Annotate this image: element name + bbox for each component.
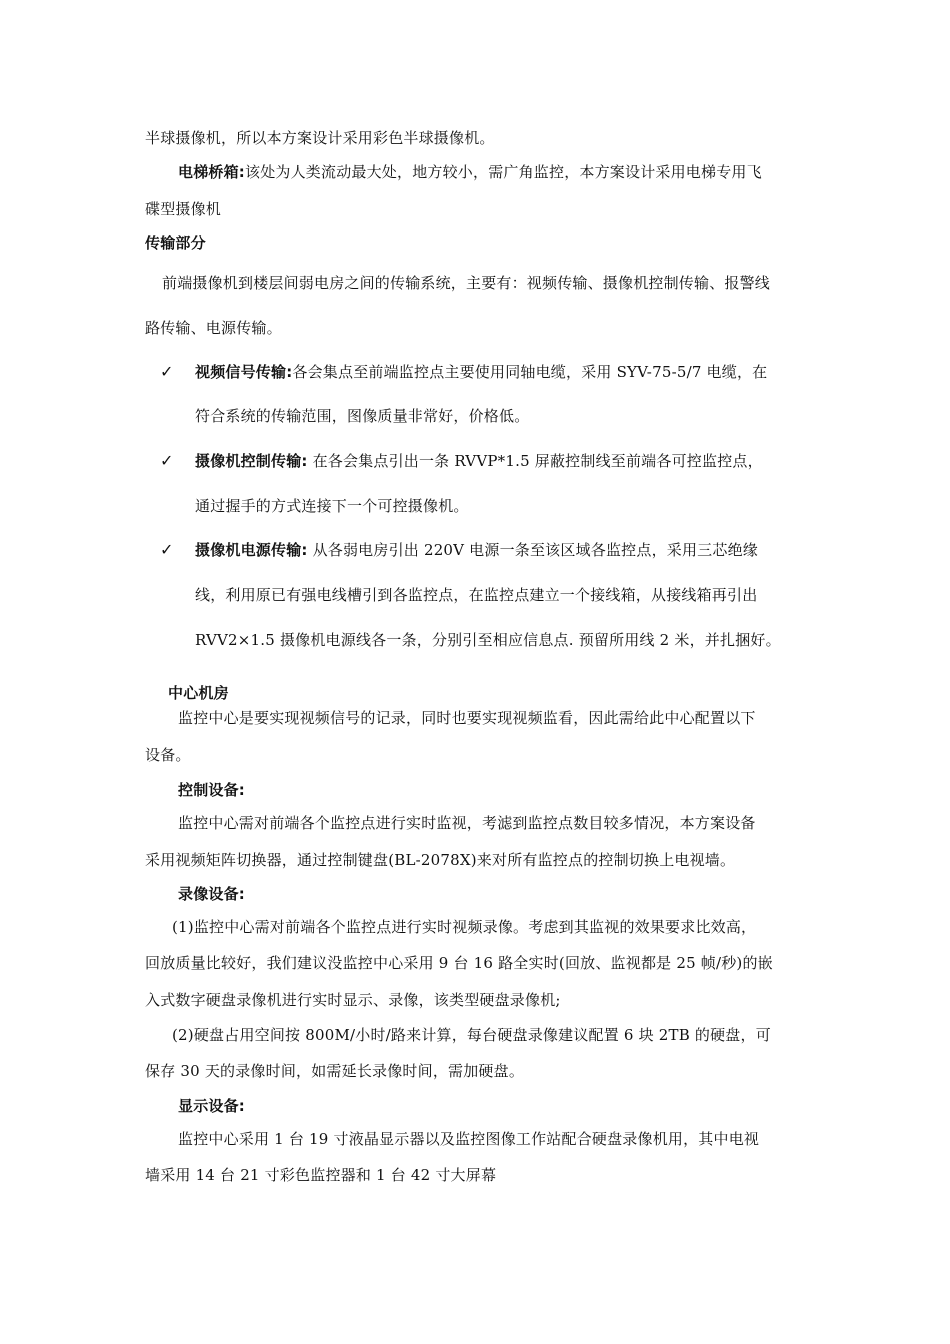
para-line: 半球摄像机，所以本方案设计采用彩色半球摄像机。 [145, 129, 495, 147]
list-item: 摄像机控制传输: 在各会集点引出一条 RVVP*1.5 屏蔽控制线至前端各可控监控点， [195, 452, 763, 470]
para-line: 设备。 [145, 746, 191, 764]
checkmark-icon: ✓ [160, 451, 174, 470]
section-heading: 中心机房 [168, 684, 229, 702]
term: 电梯桥箱: [178, 163, 245, 181]
sub-heading: 显示设备: [178, 1097, 245, 1115]
para-line: (2)硬盘占用空间按 800M/小时/路来计算，每台硬盘录像建议配置 6 块 2TB 的硬盘，可 [172, 1026, 771, 1044]
para-line: 入式数字硬盘录像机进行实时显示、录像，该类型硬盘录像机; [145, 991, 561, 1009]
list-item-line: RVV2×1.5 摄像机电源线各一条，分别引至相应信息点. 预留所用线 2 米，并扎捆好。 [195, 631, 781, 649]
para-line: 采用视频矩阵切换器，通过控制键盘(BL-2078X)来对所有监控点的控制切换上电视墙。 [145, 851, 736, 869]
sub-heading: 录像设备: [178, 885, 245, 903]
list-item: 摄像机电源传输: 从各弱电房引出 220V 电源一条至该区域各监控点，采用三芯绝缘 [195, 541, 758, 559]
term: 摄像机电源传输: [195, 541, 308, 559]
para-line: 监控中心是要实现视频信号的记录，同时也要实现视频监看，因此需给此中心配置以下 [178, 709, 756, 727]
term: 摄像机控制传输: [195, 452, 308, 470]
para-line: 回放质量比较好，我们建议没监控中心采用 9 台 16 路全实时(回放、监视都是 25 帧/秒)的嵌 [145, 954, 773, 972]
para-line: 电梯桥箱:该处为人类流动最大处，地方较小，需广角监控，本方案设计采用电梯专用飞 [178, 163, 762, 181]
para-line: 监控中心需对前端各个监控点进行实时监视，考滤到监控点数目较多情况，本方案设备 [178, 814, 756, 832]
checkmark-icon: ✓ [160, 540, 174, 559]
para-line: 保存 30 天的录像时间，如需延长录像时间，需加硬盘。 [145, 1062, 525, 1080]
term: 视频信号传输: [195, 363, 293, 381]
para-line: 碟型摄像机 [145, 200, 222, 218]
para-line: 路传输、电源传输。 [145, 319, 282, 337]
section-heading: 传输部分 [145, 234, 206, 252]
list-item-line: 通过握手的方式连接下一个可控摄像机。 [195, 497, 469, 515]
para-line: 前端摄像机到楼层间弱电房之间的传输系统，主要有：视频传输、摄像机控制传输、报警线 [162, 274, 771, 292]
sub-heading: 控制设备: [178, 781, 245, 799]
para-line: 监控中心采用 1 台 19 寸液晶显示器以及监控图像工作站配合硬盘录像机用，其中电视 [178, 1130, 760, 1148]
list-item-line: 线，利用原已有强电线槽引到各监控点，在监控点建立一个接线箱，从接线箱再引出 [195, 586, 758, 604]
para-line: (1)监控中心需对前端各个监控点进行实时视频录像。考虑到其监视的效果要求比效高， [172, 918, 757, 936]
checkmark-icon: ✓ [160, 362, 174, 381]
list-item-line: 符合系统的传输范围，图像质量非常好，价格低。 [195, 407, 530, 425]
list-item: 视频信号传输:各会集点至前端监控点主要使用同轴电缆，采用 SYV-75-5/7 电缆，在 [195, 363, 768, 381]
para-line: 墙采用 14 台 21 寸彩色监控器和 1 台 42 寸大屏幕 [145, 1166, 497, 1184]
